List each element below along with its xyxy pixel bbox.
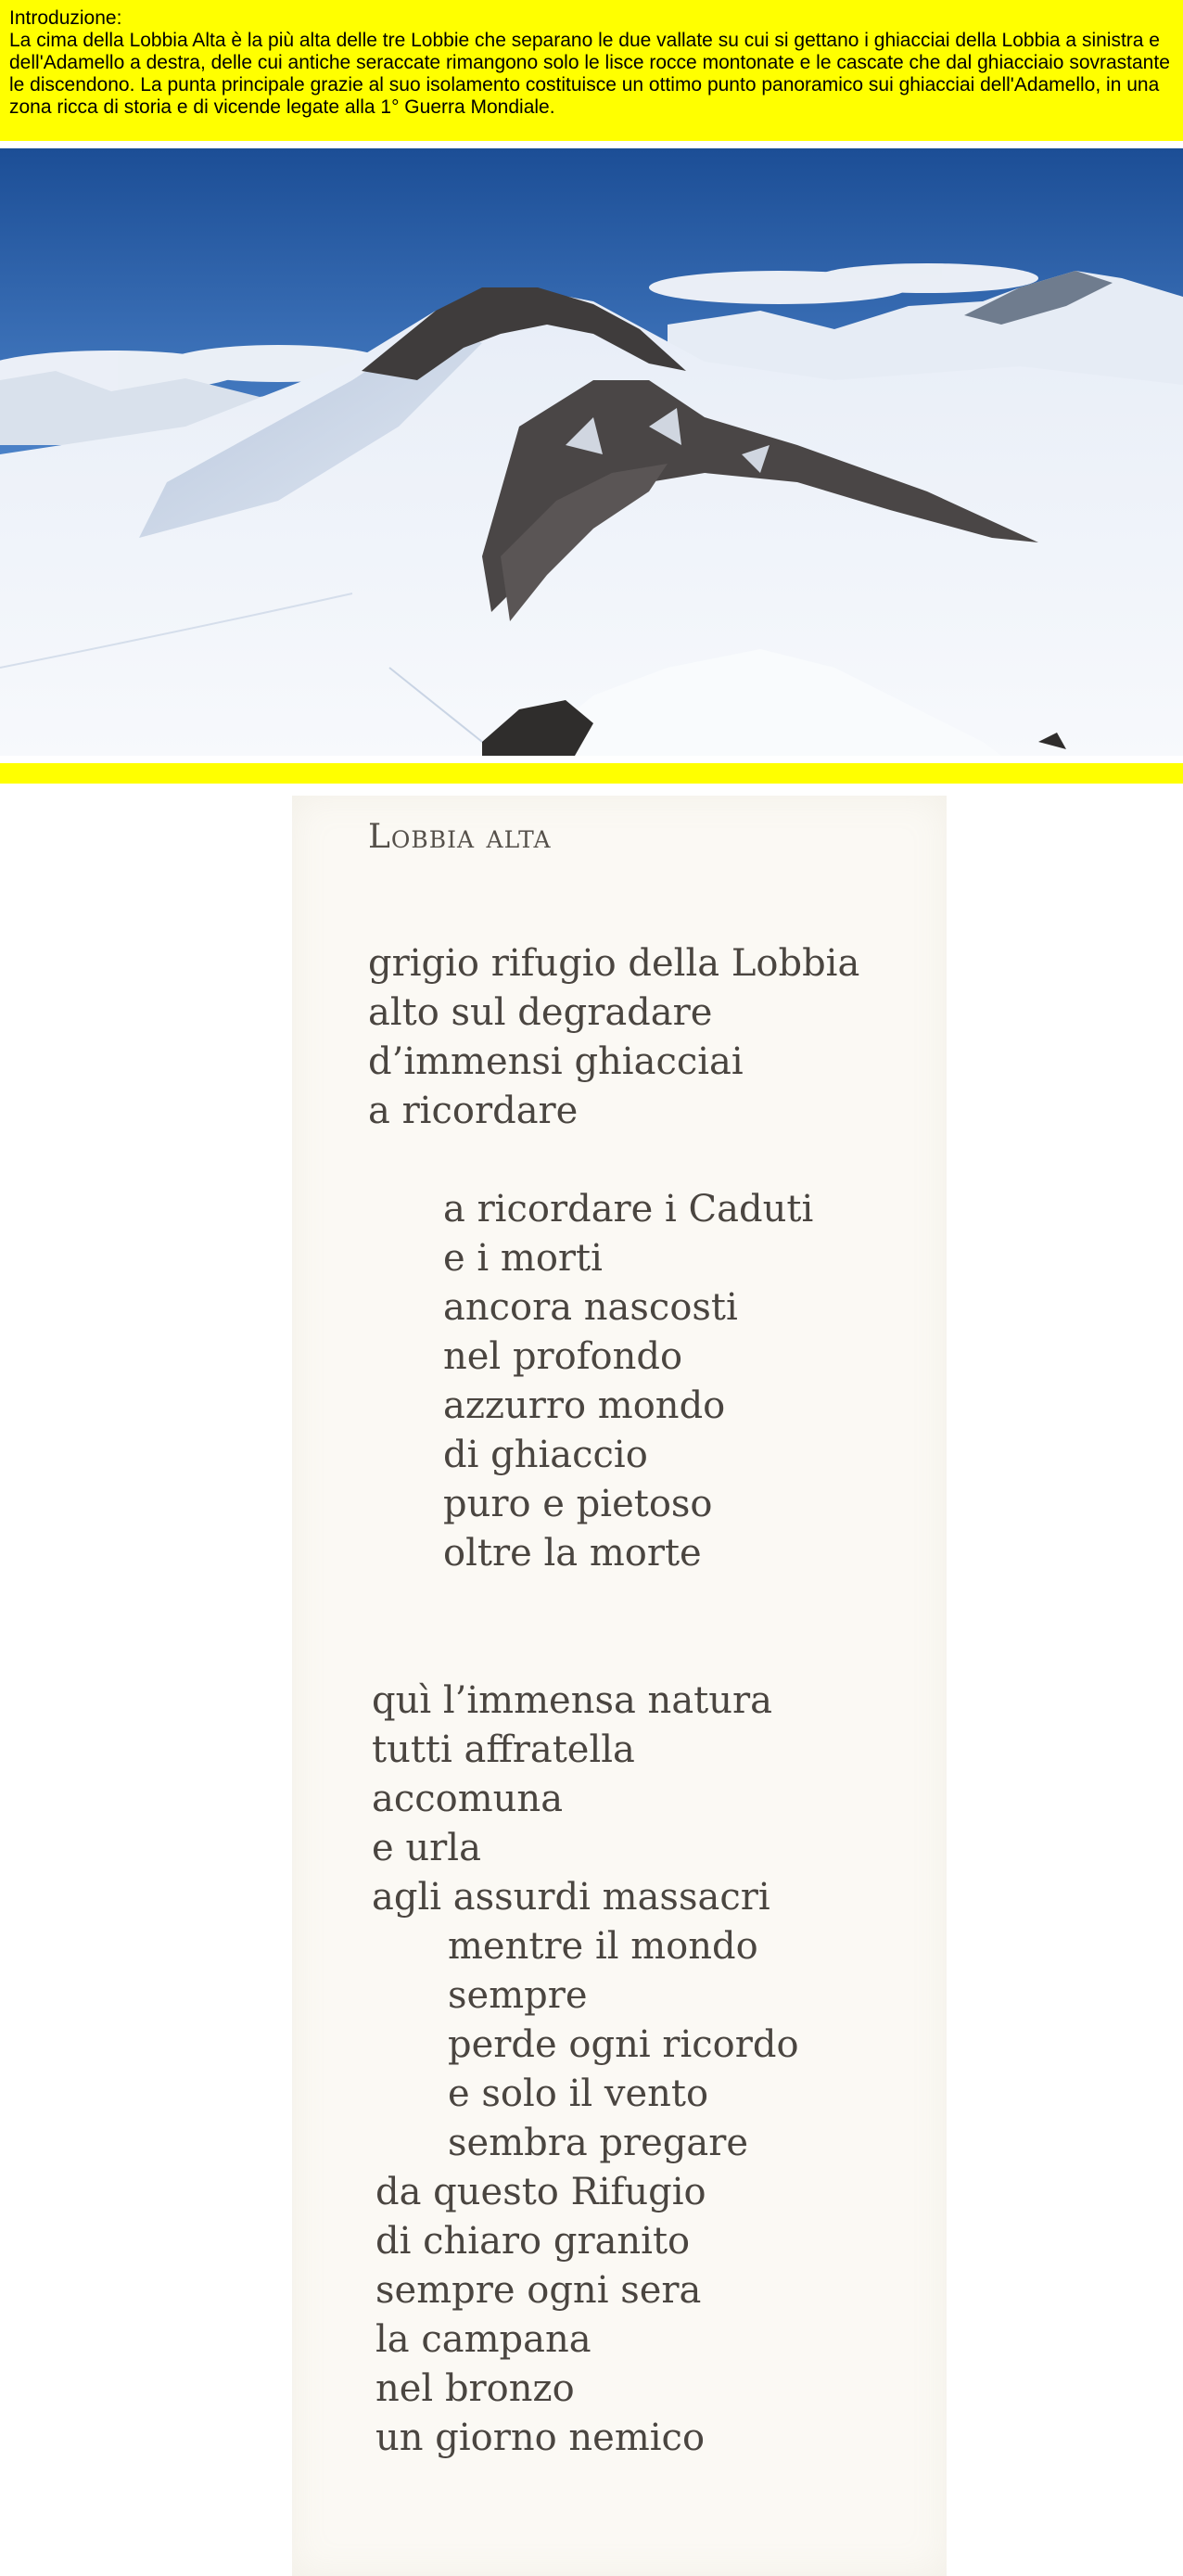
poem-line: un giorno nemico (375, 2417, 706, 2459)
intro-banner (0, 0, 1183, 141)
poem-line: quì l’immensa natura (372, 1679, 772, 1722)
poem-line: sempre ogni sera (375, 2269, 702, 2312)
poem-line: a ricordare (368, 1090, 579, 1132)
mountain-photo (0, 148, 1183, 756)
poem-line: da questo Rifugio (375, 2171, 706, 2213)
poem-line: agli assurdi massacri (372, 1876, 770, 1919)
poem-line: alto sul degradare (368, 991, 713, 1034)
poem-line: accomuna (372, 1778, 564, 1820)
poem-line: e solo il vento (448, 2072, 709, 2115)
poem-line: la campana (375, 2318, 592, 2361)
poem-line: nel profondo (443, 1335, 683, 1378)
poem-line: e i morti (443, 1237, 603, 1280)
poem-line: mentre il mondo (448, 1925, 758, 1968)
poem-line: ancora nascosti (443, 1286, 738, 1329)
poem-line: di ghiaccio (443, 1434, 648, 1476)
stanza-1 (368, 939, 859, 1136)
yellow-divider (0, 763, 1183, 784)
poem-line: e urla (372, 1827, 481, 1869)
poem-line: azzurro mondo (443, 1384, 726, 1427)
stanza-4 (448, 1922, 799, 2168)
poem-title: Lobbia alta (368, 818, 552, 856)
poem-page (292, 796, 947, 2576)
intro-text: La cima della Lobbia Alta è la più alta delle tre Lobbie che separano le due vallate su cui si gettano i ghiacciai della Lobbia a sinistra e dell'Adamello a destra, delle cui antiche seraccate rimangono solo le lisce rocce montonate e le cascate che dal ghiacciaio sovrastante le discendono. La punta principale grazie al suo isolamento costituisce un ottimo punto panoramico sui ghiacciai dell'Adamello, in una zona ricca di storia e di vicende legate alla 1° Guerra Mondiale. (9, 30, 1170, 118)
poem-line: oltre la morte (443, 1532, 702, 1575)
poem-line: puro e pietoso (443, 1483, 713, 1525)
stanza-3 (372, 1677, 772, 1922)
poem-line: sempre (448, 1974, 588, 2017)
stanza-5 (375, 2168, 706, 2463)
poem-line: nel bronzo (375, 2367, 575, 2410)
poem-line: a ricordare i Caduti (443, 1188, 814, 1231)
poem-line: perde ogni ricordo (448, 2023, 799, 2066)
poem-line: d’immensi ghiacciai (368, 1040, 744, 1083)
intro-title: Introduzione: (9, 7, 122, 29)
poem-line: tutti affratella (372, 1728, 635, 1771)
poem-line: sembra pregare (448, 2122, 749, 2164)
stanza-2 (443, 1185, 813, 1578)
poem-line: grigio rifugio della Lobbia (368, 942, 860, 985)
poem-line: di chiaro granito (375, 2220, 691, 2263)
